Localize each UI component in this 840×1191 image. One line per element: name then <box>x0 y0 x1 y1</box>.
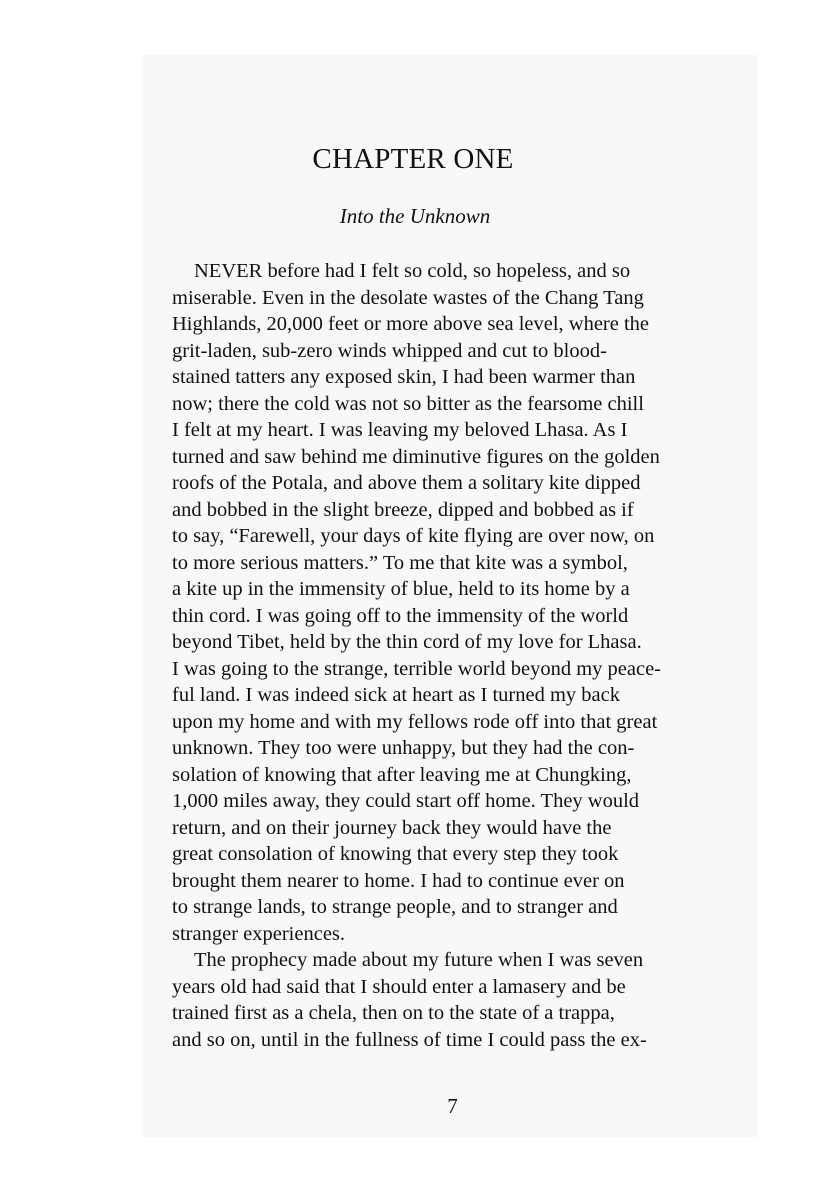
text-line: trained first as a chela, then on to the state of a trappa, <box>172 1002 615 1024</box>
text-line: years old had said that I should enter a lamasery and be <box>172 975 626 998</box>
paragraph <box>172 258 752 947</box>
text-line: NEVER before had I felt so cold, so hopeless, and so <box>194 260 631 282</box>
text-line: miserable. Even in the desolate wastes of the Chang Tang <box>172 286 644 309</box>
text-line: stained tatters any exposed skin, I had been warmer than <box>172 366 636 388</box>
text-line: solation of knowing that after leaving me at Chungking, <box>172 763 632 786</box>
paragraph <box>172 947 752 1053</box>
text-line: I felt at my heart. I was leaving my beloved Lhasa. As I <box>172 419 628 441</box>
text-line: beyond Tibet, held by the thin cord of my love for Lhasa. <box>172 631 642 653</box>
text-line: to strange lands, to strange people, and to stranger and <box>172 896 618 918</box>
text-line: thin cord. I was going off to the immensity of the world <box>172 604 629 627</box>
text-line: upon my home and with my fellows rode off into that great <box>172 710 658 733</box>
text-line: and so on, until in the fullness of time I could pass the ex- <box>172 1028 647 1051</box>
text-line: The prophecy made about my future when I was seven <box>194 949 644 971</box>
text-line: stranger experiences. <box>172 922 346 945</box>
chapter-body <box>172 258 752 1053</box>
text-line: 1,000 miles away, they could start off home. They would <box>172 790 640 812</box>
text-line: unknown. They too were unhappy, but they had the con- <box>172 737 635 759</box>
text-line: now; there the cold was not so bitter as the fearsome chill <box>172 392 644 415</box>
text-line: a kite up in the immensity of blue, held to its home by a <box>172 578 630 600</box>
chapter-title: CHAPTER ONE <box>312 143 514 175</box>
text-line: return, and on their journey back they would have the <box>172 816 612 839</box>
text-line: I was going to the strange, terrible world beyond my peace- <box>172 657 661 680</box>
text-line: ful land. I was indeed sick at heart as I turned my back <box>172 684 620 706</box>
text-line: roofs of the Potala, and above them a solitary kite dipped <box>172 472 641 494</box>
text-line: turned and saw behind me diminutive figures on the golden <box>172 445 660 468</box>
text-line: brought them nearer to home. I had to continue ever on <box>172 869 625 892</box>
page-number: 7 <box>447 1094 458 1118</box>
text-line: grit-laden, sub-zero winds whipped and cut to blood- <box>172 339 607 362</box>
text-line: to say, “Farewell, your days of kite flying are over now, on <box>172 525 655 547</box>
chapter-subtitle: Into the Unknown <box>339 204 491 228</box>
text-line: and bobbed in the slight breeze, dipped and bobbed as if <box>172 498 634 521</box>
text-line: great consolation of knowing that every step they took <box>172 843 619 865</box>
text-line: to more serious matters.” To me that kite was a symbol, <box>172 551 628 574</box>
text-line: Highlands, 20,000 feet or more above sea level, where the <box>172 313 650 335</box>
